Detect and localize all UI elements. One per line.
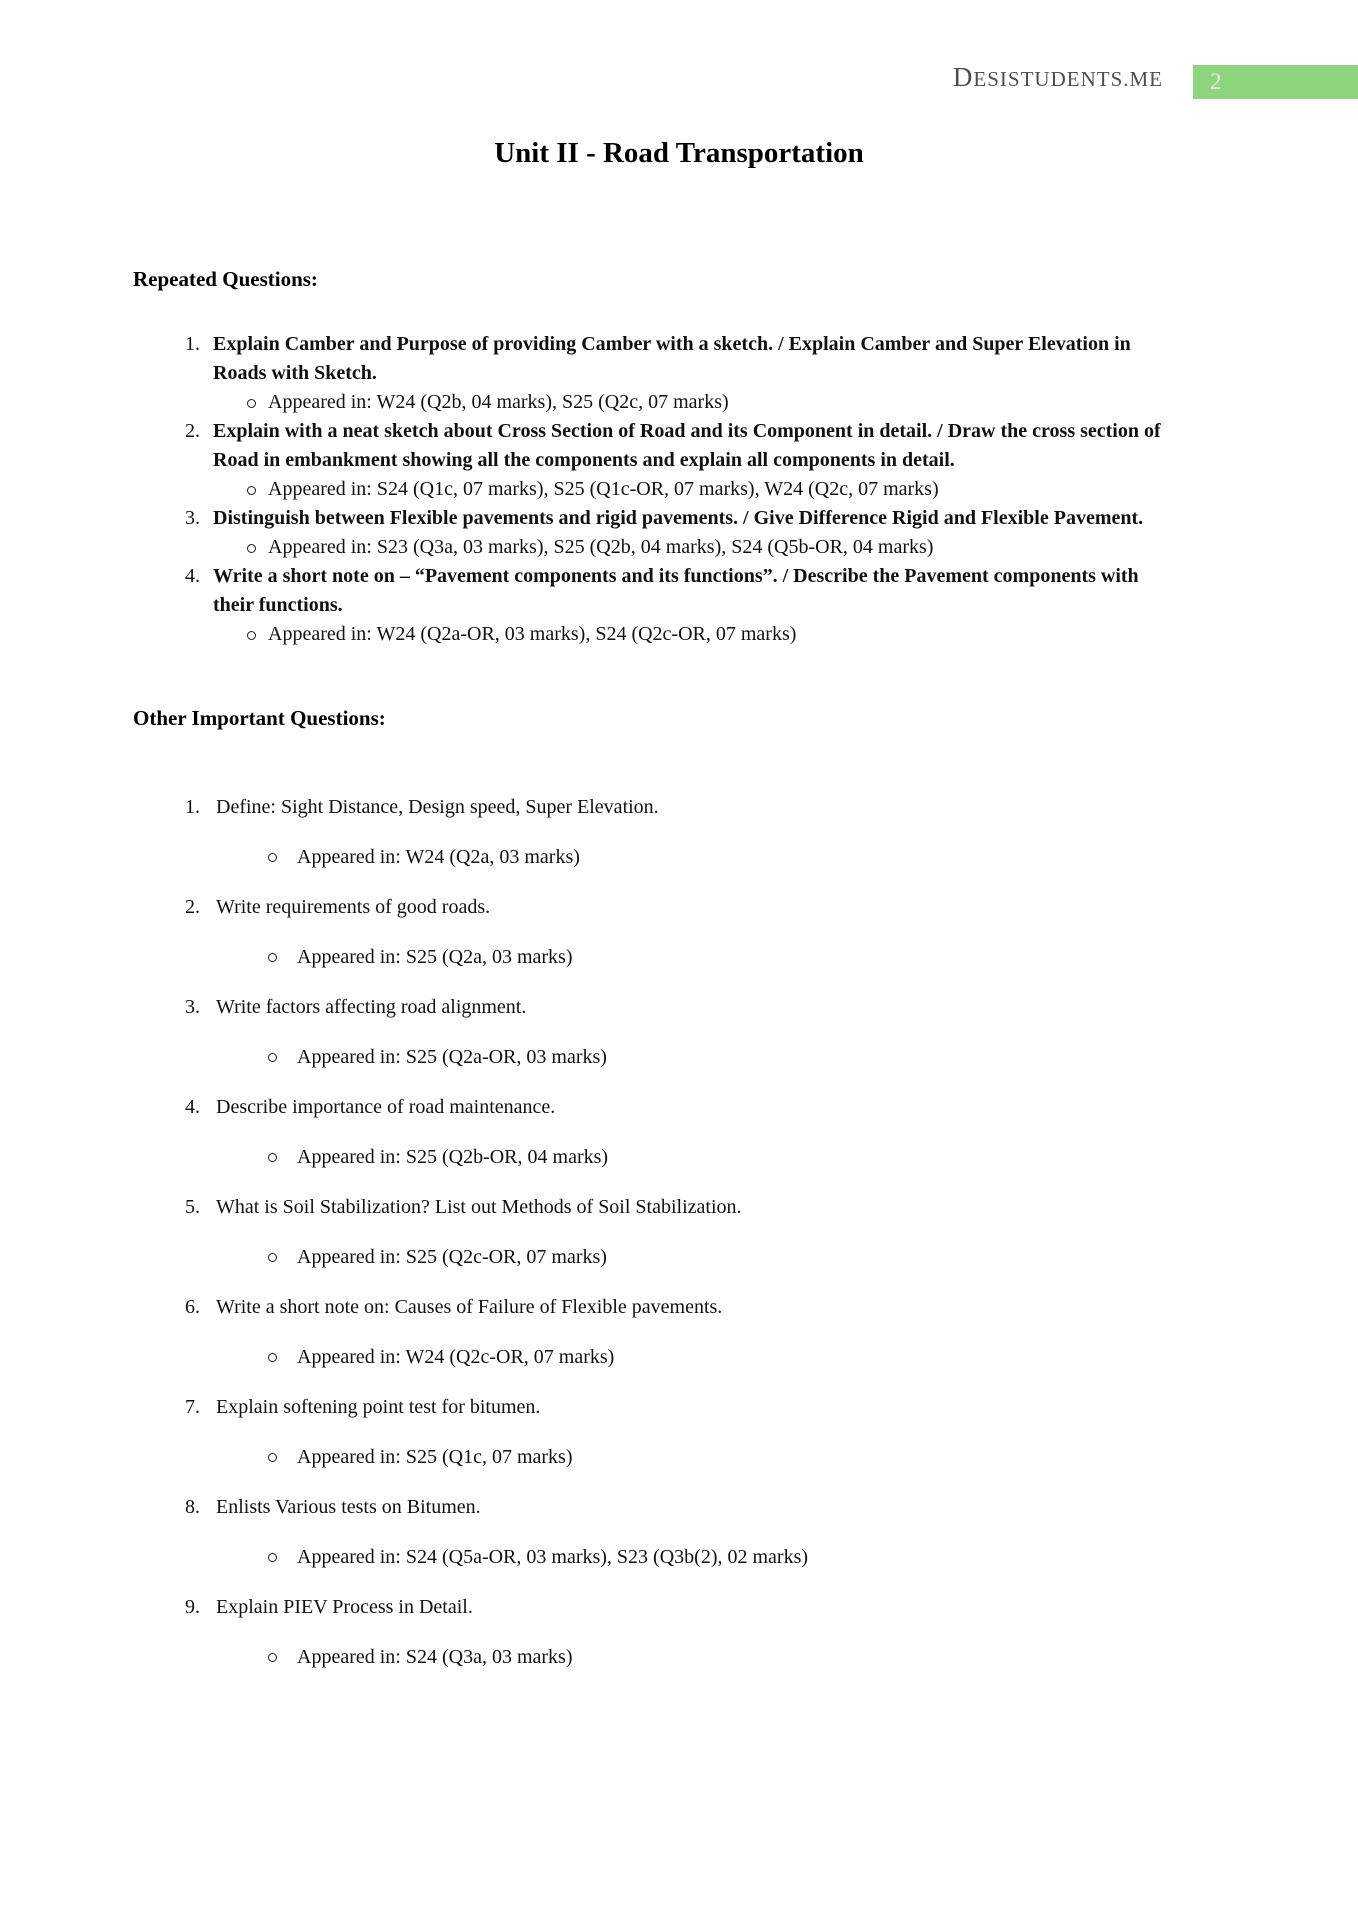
appeared-note: Appeared in: S25 (Q2a, 03 marks) [216, 945, 1166, 969]
appeared-note: Appeared in: S25 (Q2a-OR, 03 marks) [216, 1045, 1166, 1069]
appeared-note: Appeared in: W24 (Q2c-OR, 07 marks) [216, 1345, 1166, 1369]
repeated-questions-list [133, 330, 1166, 649]
appeared-note: Appeared in: W24 (Q2b, 04 marks), S25 (Q2c, 07 marks) [213, 388, 1166, 417]
appeared-list [213, 620, 1166, 649]
question-item [133, 562, 1166, 649]
appeared-list [216, 1445, 1166, 1469]
other-questions-list [133, 795, 1166, 1669]
page-title: Unit II - Road Transportation [494, 137, 864, 169]
question-item [133, 1495, 1166, 1569]
question-text: Explain PIEV Process in Detail. [216, 1596, 473, 1618]
appeared-note: Appeared in: S24 (Q3a, 03 marks) [216, 1645, 1166, 1669]
question-item [133, 795, 1166, 869]
appeared-list [216, 1345, 1166, 1369]
question-text: Write requirements of good roads. [216, 896, 491, 918]
page-number: 2 [1210, 69, 1222, 94]
question-text: Define: Sight Distance, Design speed, Super Elevation. [216, 796, 659, 818]
question-text: Write a short note on: Causes of Failure of Flexible pavements. [216, 1296, 723, 1318]
appeared-list [216, 1245, 1166, 1269]
appeared-list [213, 533, 1166, 562]
question-text: Distinguish between Flexible pavements and rigid pavements. / Give Difference Rigid and Flexible Pavement. [213, 507, 1144, 529]
appeared-list [216, 845, 1166, 869]
appeared-note: Appeared in: W24 (Q2a-OR, 03 marks), S24 (Q2c-OR, 07 marks) [213, 620, 1166, 649]
question-item [133, 995, 1166, 1069]
question-item [133, 1195, 1166, 1269]
appeared-note: Appeared in: S25 (Q1c, 07 marks) [216, 1445, 1166, 1469]
appeared-note: Appeared in: S24 (Q1c, 07 marks), S25 (Q1c-OR, 07 marks), W24 (Q2c, 07 marks) [213, 475, 1166, 504]
appeared-list [216, 1145, 1166, 1169]
appeared-list [216, 945, 1166, 969]
question-text: Explain Camber and Purpose of providing Camber with a sketch. / Explain Camber and Super Elevation in Roads with Sketch. [213, 333, 1131, 384]
appeared-list [213, 388, 1166, 417]
question-item [133, 504, 1166, 562]
question-text: Enlists Various tests on Bitumen. [216, 1496, 481, 1518]
appeared-list [216, 1045, 1166, 1069]
question-item [133, 330, 1166, 417]
other-questions-heading: Other Important Questions: [133, 706, 386, 730]
question-text: What is Soil Stabilization? List out Methods of Soil Stabilization. [216, 1196, 742, 1218]
question-text: Describe importance of road maintenance. [216, 1096, 556, 1118]
appeared-note: Appeared in: W24 (Q2a, 03 marks) [216, 845, 1166, 869]
appeared-list [216, 1545, 1166, 1569]
site-name: DESISTUDENTS.ME [952, 62, 1163, 92]
appeared-note: Appeared in: S25 (Q2c-OR, 07 marks) [216, 1245, 1166, 1269]
appeared-note: Appeared in: S25 (Q2b-OR, 04 marks) [216, 1145, 1166, 1169]
repeated-questions-heading: Repeated Questions: [133, 267, 318, 291]
question-item [133, 1095, 1166, 1169]
question-item [133, 1595, 1166, 1669]
page-number-badge [1193, 65, 1358, 99]
question-text: Write a short note on – “Pavement components and its functions”. / Describe the Pavement components with their functions. [213, 565, 1139, 616]
question-item [133, 895, 1166, 969]
appeared-list [213, 475, 1166, 504]
appeared-note: Appeared in: S23 (Q3a, 03 marks), S25 (Q2b, 04 marks), S24 (Q5b-OR, 04 marks) [213, 533, 1166, 562]
question-item [133, 417, 1166, 504]
appeared-list [216, 1645, 1166, 1669]
appeared-note: Appeared in: S24 (Q5a-OR, 03 marks), S23 (Q3b(2), 02 marks) [216, 1545, 1166, 1569]
question-text: Explain softening point test for bitumen. [216, 1396, 541, 1418]
question-text: Write factors affecting road alignment. [216, 996, 527, 1018]
question-item [133, 1295, 1166, 1369]
question-text: Explain with a neat sketch about Cross Section of Road and its Component in detail. / Draw the cross section of Road in embankment showing all the components and explain all components in detail. [213, 420, 1161, 471]
question-item [133, 1395, 1166, 1469]
